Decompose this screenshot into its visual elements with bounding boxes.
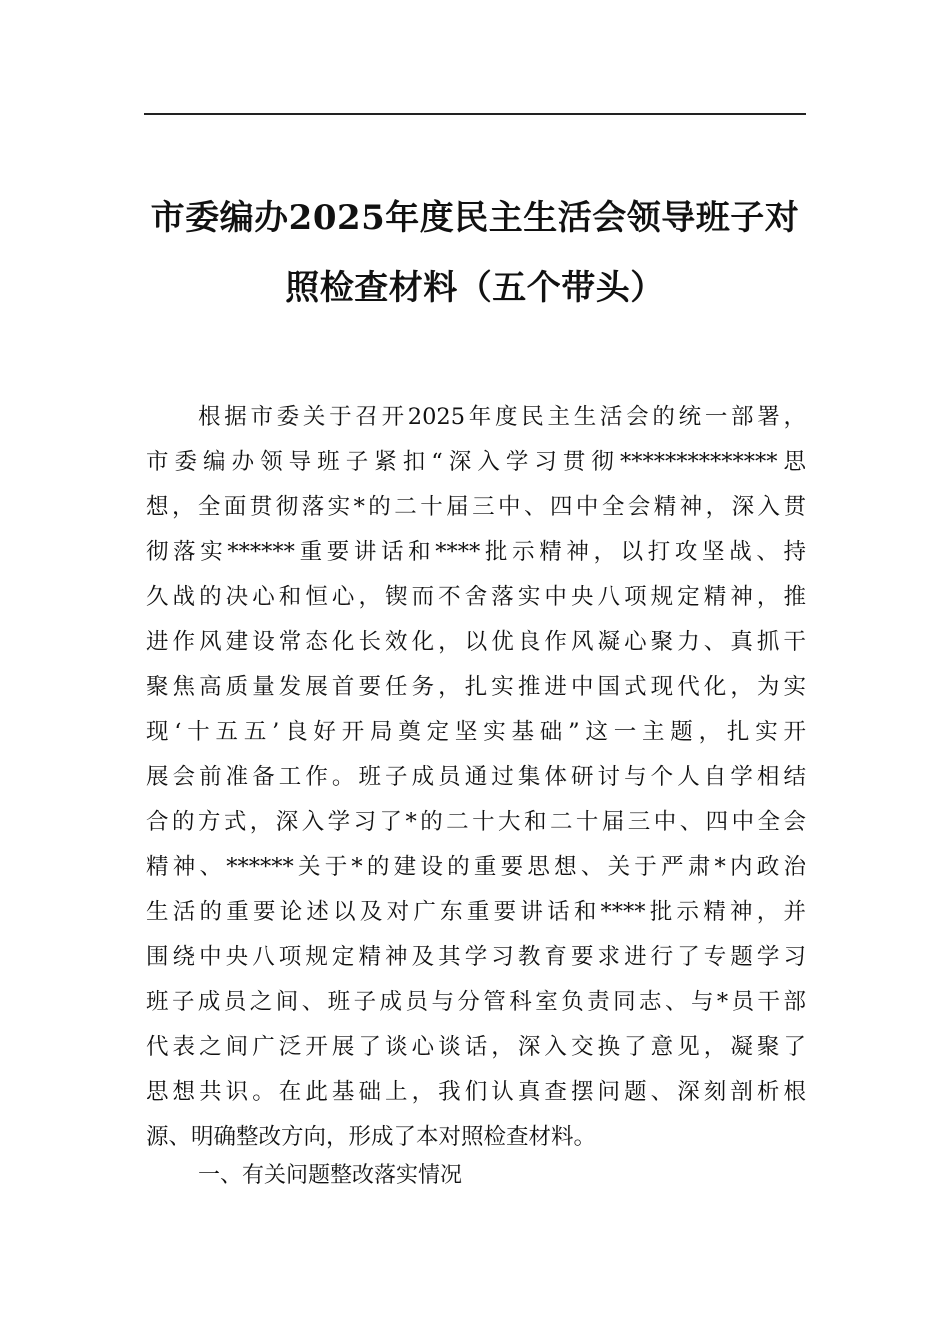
paragraph-line: 市委编办领导班子紧扣“深入学习贯彻**************思 <box>146 449 806 475</box>
paragraph-line: 久战的决心和恒心，锲而不舍落实中央八项规定精神，推 <box>146 584 806 610</box>
paragraph-line: 代表之间广泛开展了谈心谈话，深入交换了意见，凝聚了 <box>146 1034 806 1060</box>
document-title-line-1: 市委编办2025年度民主生活会领导班子对 <box>150 198 800 238</box>
paragraph-line: 合的方式，深入学习了*的二十大和二十届三中、四中全会 <box>146 809 806 835</box>
paragraph-line: 围绕中央八项规定精神及其学习教育要求进行了专题学习 <box>146 944 806 970</box>
paragraph-line: 现‘十五五’良好开局奠定坚实基础”这一主题，扎实开 <box>146 719 806 745</box>
paragraph-line: 彻落实******重要讲话和****批示精神，以打攻坚战、持 <box>146 539 806 565</box>
document-title-line-2: 照检查材料（五个带头） <box>285 268 665 308</box>
header-rule <box>144 113 806 115</box>
paragraph-line: 根据市委关于召开2025年度民主生活会的统一部署， <box>198 404 806 430</box>
paragraph-line: 进作风建设常态化长效化，以优良作风凝心聚力、真抓干 <box>146 629 806 655</box>
paragraph-line: 生活的重要论述以及对广东重要讲话和****批示精神，并 <box>146 899 806 925</box>
paragraph-line: 思想共识。在此基础上，我们认真查摆问题、深刻剖析根 <box>146 1079 806 1105</box>
paragraph-line: 聚焦高质量发展首要任务，扎实推进中国式现代化，为实 <box>146 674 806 700</box>
paragraph-line: 展会前准备工作。班子成员通过集体研讨与个人自学相结 <box>146 764 806 790</box>
paragraph-line: 精神、******关于*的建设的重要思想、关于严肃*内政治 <box>146 854 806 880</box>
section-heading-1: 一、有关问题整改落实情况 <box>198 1163 463 1188</box>
paragraph-line: 源、明确整改方向，形成了本对照检查材料。 <box>146 1124 597 1150</box>
paragraph-line: 想，全面贯彻落实*的二十届三中、四中全会精神，深入贯 <box>146 494 806 520</box>
paragraph-line: 班子成员之间、班子成员与分管科室负责同志、与*员干部 <box>146 989 806 1015</box>
